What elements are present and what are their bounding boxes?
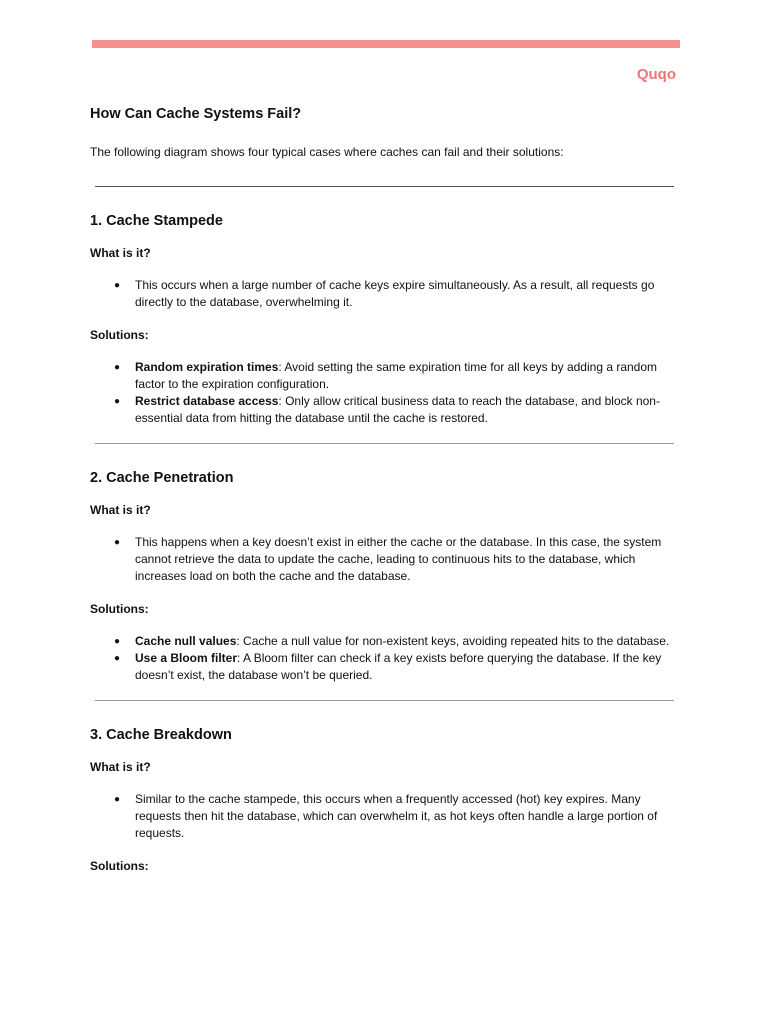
solution-text: : A Bloom filter can check if a key exists before querying the database. If the key doesn’t exist, the database won’t be queried.: [135, 651, 662, 682]
list-item: [90, 633, 680, 650]
list-item: [90, 359, 680, 393]
section-cache-breakdown: [90, 725, 680, 874]
what-is-it-label: What is it?: [90, 760, 151, 774]
solution-term: Restrict database access: [135, 394, 279, 408]
list-item: [90, 534, 680, 585]
what-is-it-label: What is it?: [90, 503, 151, 517]
list-item-text: This happens when a key doesn’t exist in either the cache or the database. In this case, the system cannot retrieve the data to update the cache, leading to continuous hits to the database, which increases load on both the cache and the database.: [135, 535, 662, 583]
solutions-list: [90, 359, 680, 427]
solution-term: Use a Bloom filter: [135, 651, 238, 665]
list-item: [90, 393, 680, 427]
bullet-icon: ●: [114, 280, 121, 291]
section-divider: [95, 186, 674, 187]
solution-term: Cache null values: [135, 634, 237, 648]
bullet-icon: ●: [114, 794, 121, 805]
intro-paragraph: The following diagram shows four typical cases where caches can fail and their solutions:: [90, 145, 564, 159]
document-body: [90, 104, 680, 890]
bullet-icon: ●: [114, 653, 121, 664]
solutions-list: [90, 633, 680, 684]
what-is-it-label: What is it?: [90, 246, 151, 260]
solutions-label: Solutions:: [90, 859, 149, 873]
bullet-icon: ●: [114, 396, 121, 407]
what-is-it-list: [90, 534, 680, 585]
section-divider: [95, 443, 674, 444]
solutions-label: Solutions:: [90, 328, 149, 342]
section-heading: 2. Cache Penetration: [90, 470, 234, 486]
bullet-icon: ●: [114, 636, 121, 647]
page-title: How Can Cache Systems Fail?: [90, 106, 302, 122]
list-item: [90, 650, 680, 684]
brand-logo: Quqo: [636, 66, 676, 83]
section-cache-stampede: [90, 211, 680, 427]
header-accent-bar: [92, 40, 680, 48]
list-item: [90, 277, 680, 311]
section-cache-penetration: [90, 468, 680, 684]
section-divider: [95, 700, 674, 701]
bullet-icon: ●: [114, 362, 121, 373]
bullet-icon: ●: [114, 537, 121, 548]
section-heading: 3. Cache Breakdown: [90, 727, 232, 743]
list-item-text: Similar to the cache stampede, this occurs when a frequently accessed (hot) key expires. Many requests then hit the database, which can overwhelm it, as hot keys often handle a large portion of requests.: [135, 792, 658, 840]
solution-text: : Cache a null value for non-existent keys, avoiding repeated hits to the database.: [236, 634, 670, 648]
solution-text: : Avoid setting the same expiration time for all keys by adding a random factor to the expiration configuration.: [135, 360, 658, 391]
section-heading: 1. Cache Stampede: [90, 213, 223, 229]
what-is-it-list: [90, 277, 680, 311]
list-item: [90, 791, 680, 842]
list-item-text: This occurs when a large number of cache keys expire simultaneously. As a result, all requests go directly to the database, overwhelming it.: [135, 278, 655, 309]
solution-term: Random expiration times: [135, 360, 279, 374]
solution-text: : Only allow critical business data to reach the database, and block non-essential data from hitting the database until the cache is restored.: [135, 394, 660, 425]
what-is-it-list: [90, 791, 680, 842]
solutions-label: Solutions:: [90, 602, 149, 616]
